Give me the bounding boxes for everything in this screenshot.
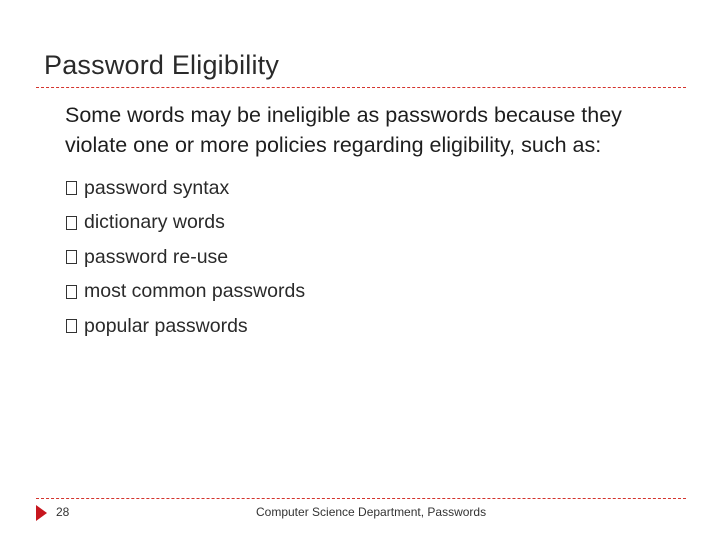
page-number: 28 [56, 505, 70, 519]
title-divider [36, 87, 686, 88]
intro-line-1: Some words may be ineligible as passwords because they [65, 103, 622, 127]
footer-divider [36, 498, 686, 499]
bullet-list [66, 171, 305, 344]
checkbox-outline-icon [66, 181, 77, 195]
bullet-item [66, 171, 305, 206]
bullet-item [66, 240, 305, 275]
checkbox-outline-icon [66, 250, 77, 264]
bullet-text: popular passwords [84, 314, 248, 337]
bullet-text: password syntax [84, 176, 230, 199]
footer-text: Computer Science Department, Passwords [256, 505, 487, 519]
bullet-item [66, 206, 305, 241]
bullet-text: dictionary words [84, 211, 225, 234]
bullet-text: most common passwords [84, 280, 306, 303]
checkbox-outline-icon [66, 319, 77, 333]
triangle-right-icon [36, 505, 47, 521]
intro-line-2: violate one or more policies regarding eligibility, such as: [65, 133, 602, 157]
bullet-item [66, 275, 305, 310]
bullet-item [66, 309, 305, 344]
checkbox-outline-icon [66, 216, 77, 230]
slide-title: Password Eligibility [44, 50, 280, 80]
checkbox-outline-icon [66, 285, 77, 299]
intro-paragraph [65, 100, 695, 160]
bullet-text: password re-use [84, 245, 229, 268]
